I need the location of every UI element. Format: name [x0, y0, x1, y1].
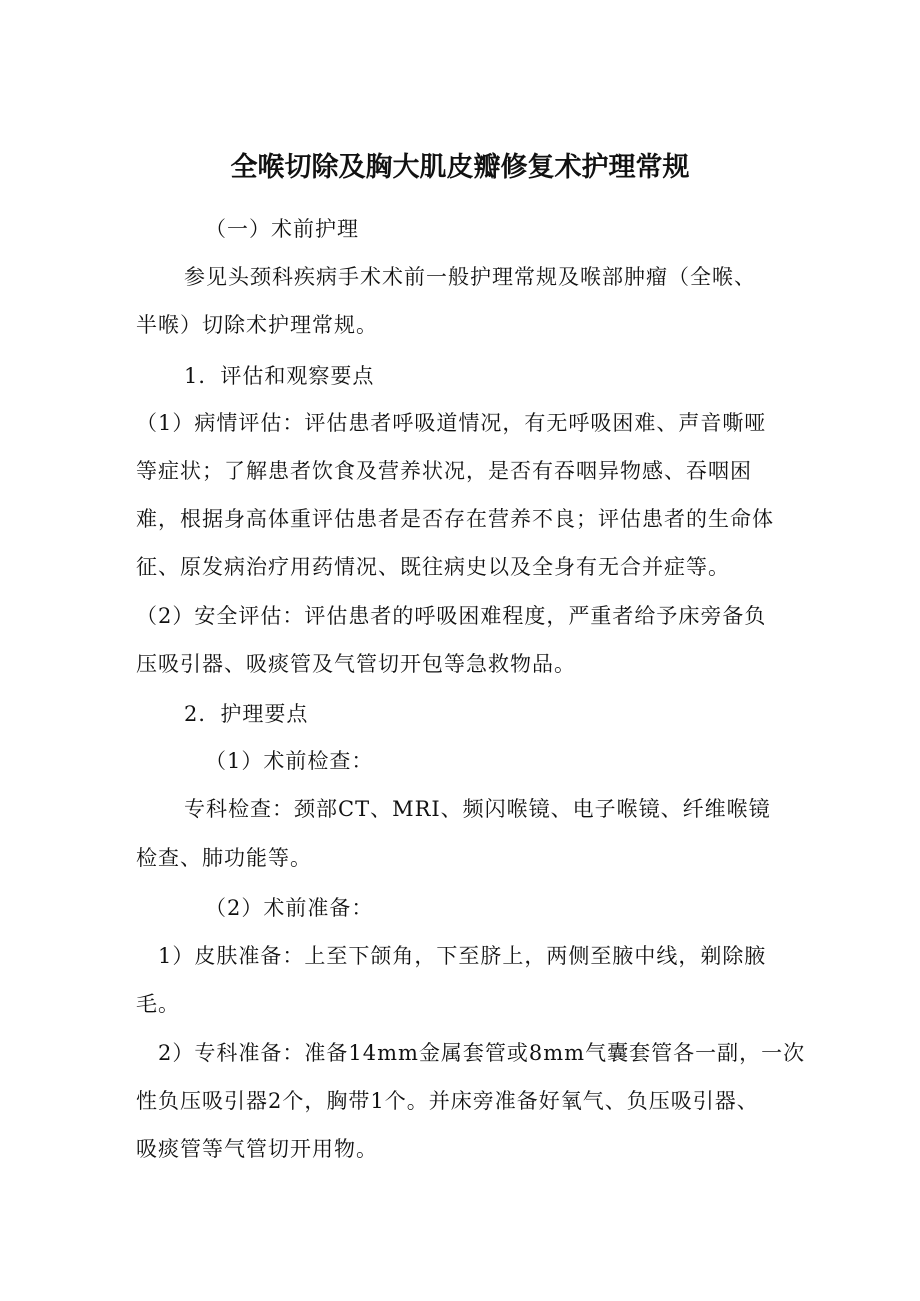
intro-paragraph-line: 参见头颈科疾病手术术前一般护理常规及喉部肿瘤（全喉、 [184, 265, 756, 289]
safety-assessment-line: 压吸引器、吸痰管及气管切开包等急救物品。 [136, 652, 576, 676]
specialty-exam-line: 检查、肺功能等。 [136, 846, 312, 870]
subheading-nursing-points: 2．护理要点 [184, 702, 309, 726]
section-heading-preoperative-care: （一）术前护理 [205, 217, 359, 241]
subheading-preop-exam: （1）术前检查： [205, 749, 374, 773]
document-title: 全喉切除及胸大肌皮瓣修复术护理常规 [230, 152, 690, 183]
skin-prep-line: 毛。 [136, 992, 180, 1016]
condition-assessment-line: 等症状；了解患者饮食及营养状况，是否有吞咽异物感、吞咽困 [136, 459, 752, 483]
condition-assessment-line: 征、原发病治疗用药情况、既往病史以及全身有无合并症等。 [136, 555, 730, 579]
subheading-assessment: 1．评估和观察要点 [184, 364, 375, 388]
intro-paragraph-line: 半喉）切除术护理常规。 [136, 313, 378, 337]
specialty-prep-line: 2）专科准备：准备14mm金属套管或8mm气囊套管各一副，一次 [158, 1041, 806, 1065]
safety-assessment-line: （2）安全评估：评估患者的呼吸困难程度，严重者给予床旁备负 [136, 604, 767, 628]
specialty-prep-line: 吸痰管等气管切开用物。 [136, 1137, 378, 1161]
condition-assessment-line: （1）病情评估：评估患者呼吸道情况，有无呼吸困难、声音嘶哑 [136, 411, 767, 435]
condition-assessment-line: 难，根据身高体重评估患者是否存在营养不良；评估患者的生命体 [136, 507, 774, 531]
skin-prep-line: 1）皮肤准备：上至下颌角，下至脐上，两侧至腋中线，剃除腋 [158, 944, 767, 968]
specialty-prep-line: 性负压吸引器2个，胸带1个。并床旁准备好氧气、负压吸引器、 [136, 1089, 759, 1113]
specialty-exam-line: 专科检查：颈部CT、MRI、频闪喉镜、电子喉镜、纤维喉镜 [184, 797, 771, 821]
subheading-preop-prep: （2）术前准备： [205, 896, 374, 920]
